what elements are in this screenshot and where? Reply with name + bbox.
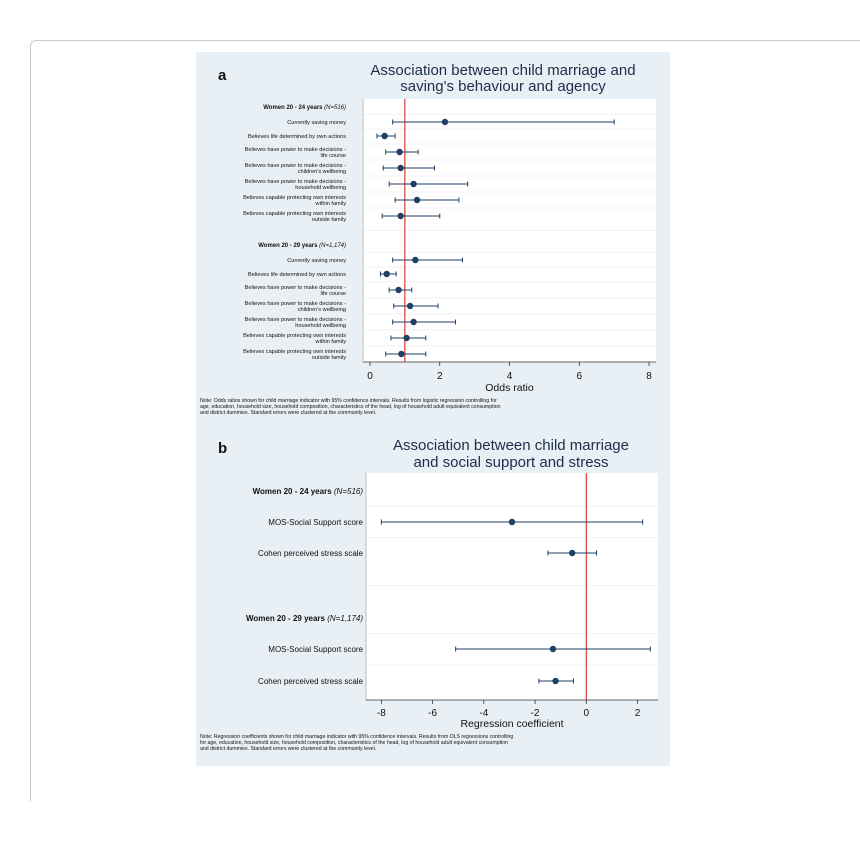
estimate-point <box>410 181 416 187</box>
item-label: children's wellbeing <box>297 169 346 176</box>
item-label: Believes have power to make decisions - <box>244 300 346 307</box>
note-a-line: and district dummies. Standard errors were clustered at the community level. <box>200 410 377 417</box>
item-label: Believes capable protecting own interests <box>243 210 346 217</box>
panel-label: b <box>218 440 228 457</box>
panel-label: a <box>218 67 227 84</box>
item-label: outside family <box>311 355 346 362</box>
group-header-title: Women 20 - 24 years <box>252 486 334 496</box>
x-axis-label: Odds ratio <box>485 382 534 394</box>
figure <box>196 52 670 766</box>
item-label: Believes have power to make decisions - <box>244 162 346 169</box>
x-tick-label: -4 <box>479 708 489 719</box>
note-a-line: age, education, household size, household composition, characteristics of the head, log of household adult equivalent consumption <box>200 404 501 411</box>
estimate-point <box>397 165 403 171</box>
item-label: household wellbeing <box>295 323 346 330</box>
item-label: Believes have power to make decisions - <box>244 284 346 291</box>
item-label: Cohen perceived stress scale <box>258 548 363 558</box>
item-label: within family <box>315 201 346 208</box>
item-label: Believes capable protecting own interests <box>243 348 346 355</box>
x-tick-label: -8 <box>376 708 386 719</box>
note-b-line: and district dummies. Standard errors were clustered at the community level. <box>200 746 377 753</box>
group-header <box>246 614 363 623</box>
chart-title-line: Association between child marriage <box>393 437 629 454</box>
chart-title-line: saving's behaviour and agency <box>400 78 606 95</box>
chart-title-line: and social support and stress <box>413 454 609 471</box>
item-label: Currently saving money <box>287 257 346 264</box>
item-label: Believes life determined by own actions <box>248 271 346 278</box>
item-label: Believes have power to make decisions - <box>244 178 346 185</box>
x-tick-label: 0 <box>583 708 590 719</box>
estimate-point <box>414 197 420 203</box>
estimate-point <box>509 519 515 525</box>
x-tick-label: 4 <box>506 371 513 382</box>
x-tick-label: 2 <box>436 371 443 382</box>
note-a <box>200 398 666 417</box>
x-tick-label: 2 <box>634 708 641 719</box>
plot-area <box>366 473 658 700</box>
item-label: children's wellbeing <box>297 307 346 314</box>
item-label: Believes capable protecting own interests <box>243 194 346 201</box>
estimate-point <box>412 257 418 263</box>
item-label: household wellbeing <box>295 185 346 192</box>
group-header <box>258 243 346 249</box>
item-label: Believes life determined by own actions <box>248 133 346 140</box>
item-label: Cohen perceived stress scale <box>258 676 363 686</box>
group-header-title: Women 20 - 24 years <box>263 105 325 112</box>
estimate-point <box>403 335 409 341</box>
estimate-point <box>396 149 402 155</box>
x-tick-label: 0 <box>367 371 373 382</box>
item-label: Believes have power to make decisions - <box>244 316 346 323</box>
estimate-point <box>407 303 413 309</box>
x-tick-label: 6 <box>576 371 583 382</box>
item-label: life course <box>320 291 346 298</box>
item-label: Believes capable protecting own interests <box>243 332 346 339</box>
group-header <box>253 487 364 496</box>
group-header-title: Women 20 - 29 years <box>245 613 328 623</box>
estimate-point <box>410 319 416 325</box>
group-header-n: (N=1,174) <box>319 243 346 250</box>
estimate-point <box>552 678 558 684</box>
x-tick-label: -2 <box>530 708 540 719</box>
group-header <box>263 105 346 111</box>
note-b-line: for age, education, household size, household composition, characteristics of the head, log of household adult equivalent consumption <box>200 740 508 747</box>
x-tick-label: -6 <box>428 708 438 719</box>
estimate-point <box>398 351 404 357</box>
estimate-point <box>381 133 387 139</box>
item-label: within family <box>315 339 346 346</box>
group-header-n: (N=516) <box>324 105 346 112</box>
item-label: MOS-Social Support score <box>268 644 363 654</box>
group-header-n: (N=516) <box>333 486 363 496</box>
item-label: Believes have power to make decisions - <box>244 146 346 153</box>
group-header-n: (N=1,174) <box>327 613 363 623</box>
group-header-title: Women 20 - 29 years <box>258 243 320 250</box>
item-label: outside family <box>311 217 346 224</box>
x-tick-label: 8 <box>646 371 652 382</box>
estimate-point <box>569 550 575 556</box>
x-axis-label: Regression coefficient <box>460 718 564 730</box>
estimate-point <box>442 119 448 125</box>
note-a-line: Note: Odds ratios shown for child marriage indicator with 95% confidence intervals. Results from logistic regression controlling for <box>200 398 497 404</box>
item-label: Currently saving money <box>287 119 346 126</box>
estimate-point <box>550 646 556 652</box>
item-label: life course <box>320 153 346 160</box>
note-b-line: Note: Regression coefficients shown for child marriage indicator with 95% confidence intervals. Results from OLS regressions controlling <box>200 734 514 740</box>
chart-title-line: Association between child marriage and <box>370 62 636 79</box>
estimate-point <box>395 287 401 293</box>
note-b <box>200 734 666 753</box>
estimate-point <box>397 213 403 219</box>
estimate-point <box>384 271 390 277</box>
item-label: MOS-Social Support score <box>268 517 363 527</box>
